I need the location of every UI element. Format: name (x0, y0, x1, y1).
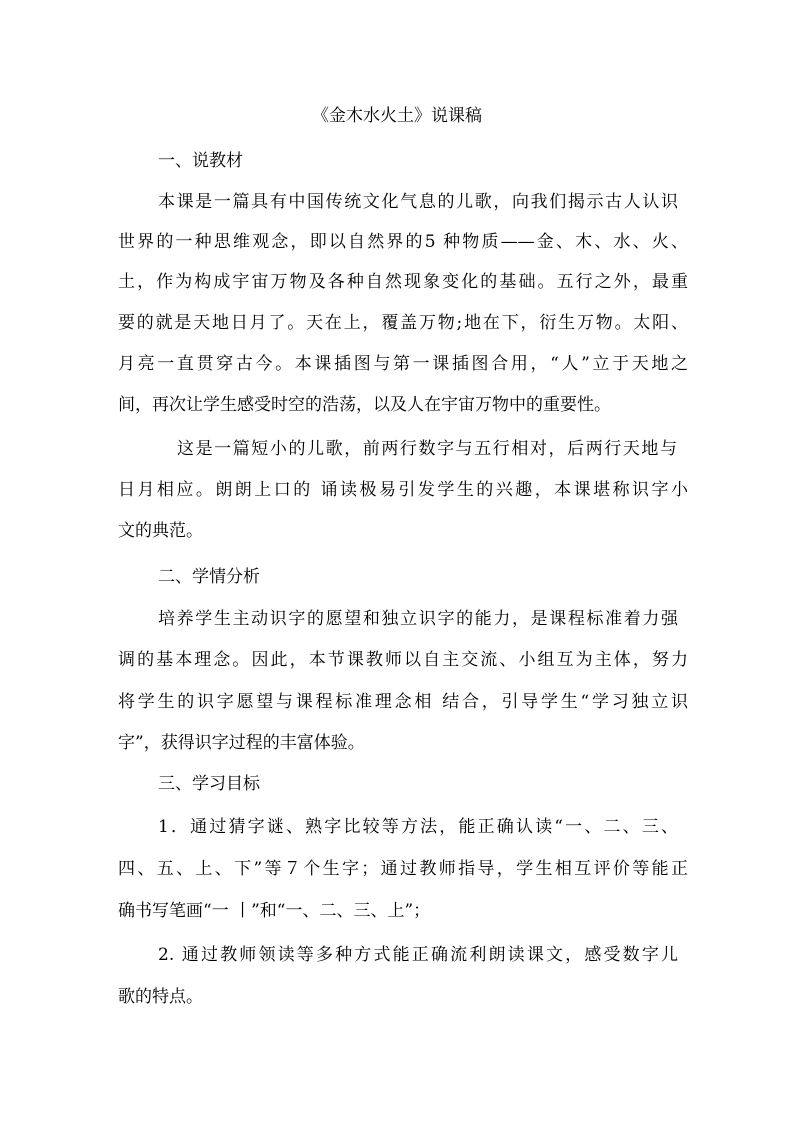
paragraph-line: 1．通过猜字谜、熟字比较等方法，能正确认读“一、二、三、 (158, 817, 678, 837)
heading-learning-goals: 三、学习目标 (158, 774, 260, 794)
paragraph-line: 将学生的识字愿望与课程标准理念相 结合，引导学生“学习独立识 (118, 692, 688, 712)
paragraph-line: 四、五、上、下”等７个生字；通过教师指导，学生相互评价等能正 (118, 859, 688, 879)
paragraph-line: 2. 通过教师领读等多种方式能正确流利朗读课文，感受数字儿 (158, 945, 678, 965)
paragraph-line: 月亮一直贯穿古今。本课插图与第一课插图合用，“人”立于天地之 (118, 354, 688, 374)
paragraph-line: 世界的一种思维观念，即以自然界的5 种物质——金、木、水、火、 (118, 232, 688, 252)
document-title: 《金木水火土》说课稿 (312, 106, 482, 126)
heading-textbook: 一、说教材 (158, 151, 243, 171)
paragraph-line: 文的典范。 (118, 521, 203, 541)
paragraph-line: 确书写笔画“一 丨”和“一、二、三、上”； (118, 901, 431, 921)
paragraph-line: 日月相应。朗朗上口的 诵读极易引发学生的兴趣，本课堪称识字小 (118, 480, 688, 500)
paragraph-line: 歌的特点。 (118, 987, 203, 1007)
paragraph-line: 土，作为构成宇宙万物及各种自然现象变化的基础。五行之外，最重 (118, 272, 688, 292)
paragraph-line: 培养学生主动识字的愿望和独立识字的能力，是课程标准着力强 (158, 609, 678, 629)
paragraph-line: 要的就是天地日月了。天在上，覆盖万物;地在下，衍生万物。太阳、 (118, 313, 688, 333)
heading-learning-analysis: 二、学情分析 (158, 567, 260, 587)
paragraph-line: 本课是一篇具有中国传统文化气息的儿歌，向我们揭示古人认识 (158, 192, 678, 212)
paragraph-line: 调的基本理念。因此，本节课教师以自主交流、小组互为主体，努力 (118, 650, 688, 670)
paragraph-line: 字”，获得识字过程的丰富体验。 (118, 733, 365, 753)
paragraph-line: 这是一篇短小的儿歌，前两行数字与五行相对，后两行天地与 (177, 439, 677, 459)
paragraph-line: 间，再次让学生感受时空的浩荡，以及人在宇宙万物中的重要性。 (118, 395, 611, 415)
